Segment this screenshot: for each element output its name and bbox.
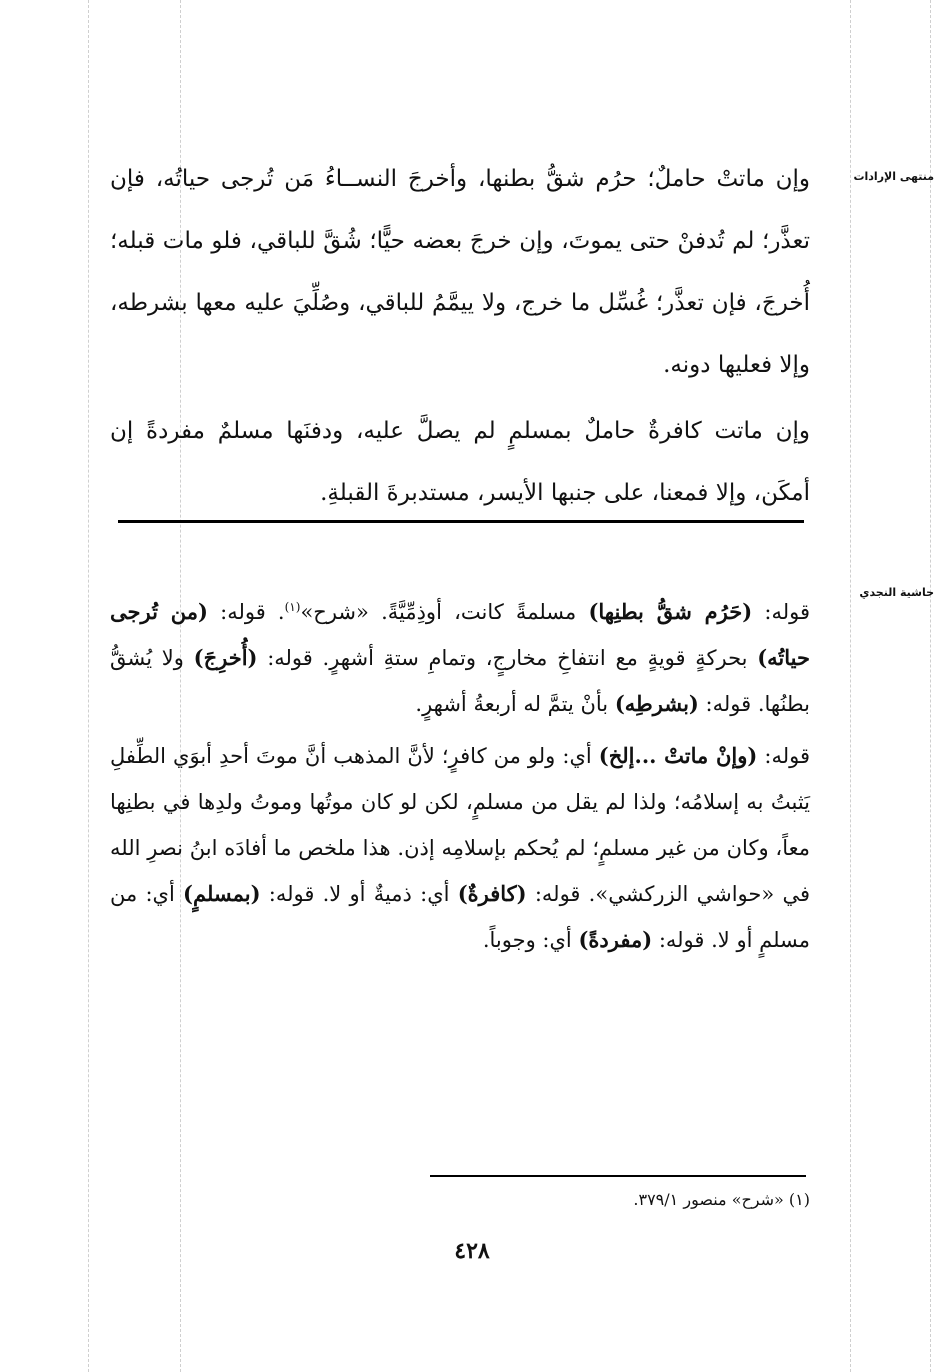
footnote-marker: (١) — [284, 600, 301, 614]
text-run: . قوله: — [207, 600, 285, 624]
quoted-phrase: (مفردةً) — [578, 927, 653, 952]
text-run: مسلمةً كانت، أوذِمِّيَّةً. «شرح» — [300, 600, 589, 624]
text-run: قوله: — [752, 600, 810, 624]
hashiya-text — [110, 584, 810, 963]
page-number: ٤٢٨ — [454, 1238, 490, 1264]
matn-paragraph: وإن ماتتْ حاملٌ؛ حرُم شقُّ بطنها، وأخرجَ النســاءُ مَن تُرجى حياتُه، فإن تعذَّر؛ لم تُدفنْ حتى يموتَ، وإن خرجَ بعضه حيًّا؛ شُقَّ للباقي، فلو مات قبله؛ أُخرجَ، فإن تعذَّر؛ غُسِّل ما خرج، ولا ييمَّمُ للباقي، وصُلِّيَ عليه معها بشرطه، وإلا فعليها دونه. — [110, 166, 810, 378]
quoted-phrase: (من تُرجى حياتُه) — [110, 599, 810, 670]
footnote-divider — [430, 1175, 806, 1177]
margin-label-hashiya: حاشية النجدي — [859, 586, 934, 599]
text-run: بأنْ يتمَّ له أربعةُ أشهرٍ. — [415, 692, 615, 716]
section-divider — [118, 520, 804, 523]
hashiya-paragraph — [110, 584, 810, 727]
quoted-phrase: (بشرطِه) — [614, 691, 699, 716]
text-run: أي: من مسلمٍ أو لا. قوله: — [110, 882, 810, 952]
footnote: (١) «شرح» منصور ٣٧٩/١. — [633, 1190, 810, 1209]
text-run: بحركةٍ قويةٍ مع انتفاخِ مخارجٍ، وتمامِ ستةِ أشهرٍ. قوله: — [257, 646, 758, 670]
text-run: أي: ذميةٌ أو لا. قوله: — [260, 882, 458, 906]
hashiya-paragraph — [110, 733, 810, 963]
text-run: ولا يُشقُّ بطنُها. قوله: — [110, 646, 810, 716]
matn-paragraph: وإن ماتت كافرةٌ حاملٌ بمسلمٍ لم يصلَّ عليه، ودفنَها مسلمٌ مفردةً إن أمكَن، وإلا فمعنا، على جنبها الأيسر، مستدبرةَ القبلةِ. — [110, 418, 810, 506]
quoted-phrase: (بمسلمٍ) — [183, 881, 261, 906]
quoted-phrase: (كافرةٌ) — [457, 881, 527, 906]
margin-label-matn: منتهى الإرادات — [853, 170, 934, 183]
page-guide-line — [930, 0, 931, 1372]
quoted-phrase: (وإنْ ماتتْ ...إلخ) — [598, 743, 758, 768]
quoted-phrase: (أُخرِجَ) — [193, 645, 258, 670]
page-guide-line — [850, 0, 851, 1372]
matn-text — [110, 148, 810, 524]
text-run: أي: ولو من كافرٍ؛ لأنَّ المذهب أنَّ موتَ أحدِ أبوَي الطِّفلِ يَثبتُ به إسلامُه؛ ولذا لم يقل من مسلمٍ، لكن لو كان موتُها وموتُ ولدِها في بطنِها معاً، وكان من غير مسلمٍ؛ لم يُحكم بإسلامِه إذن. هذا ملخص ما أفادَه ابنُ نصرِ الله في «حواشي الزركشي». قوله: — [110, 744, 811, 906]
quoted-phrase: (حَرُم شقُّ بطنِها) — [588, 599, 753, 624]
text-run: قوله: — [757, 744, 810, 768]
page-guide-line — [88, 0, 89, 1372]
text-run: أي: وجوباً. — [482, 928, 579, 952]
